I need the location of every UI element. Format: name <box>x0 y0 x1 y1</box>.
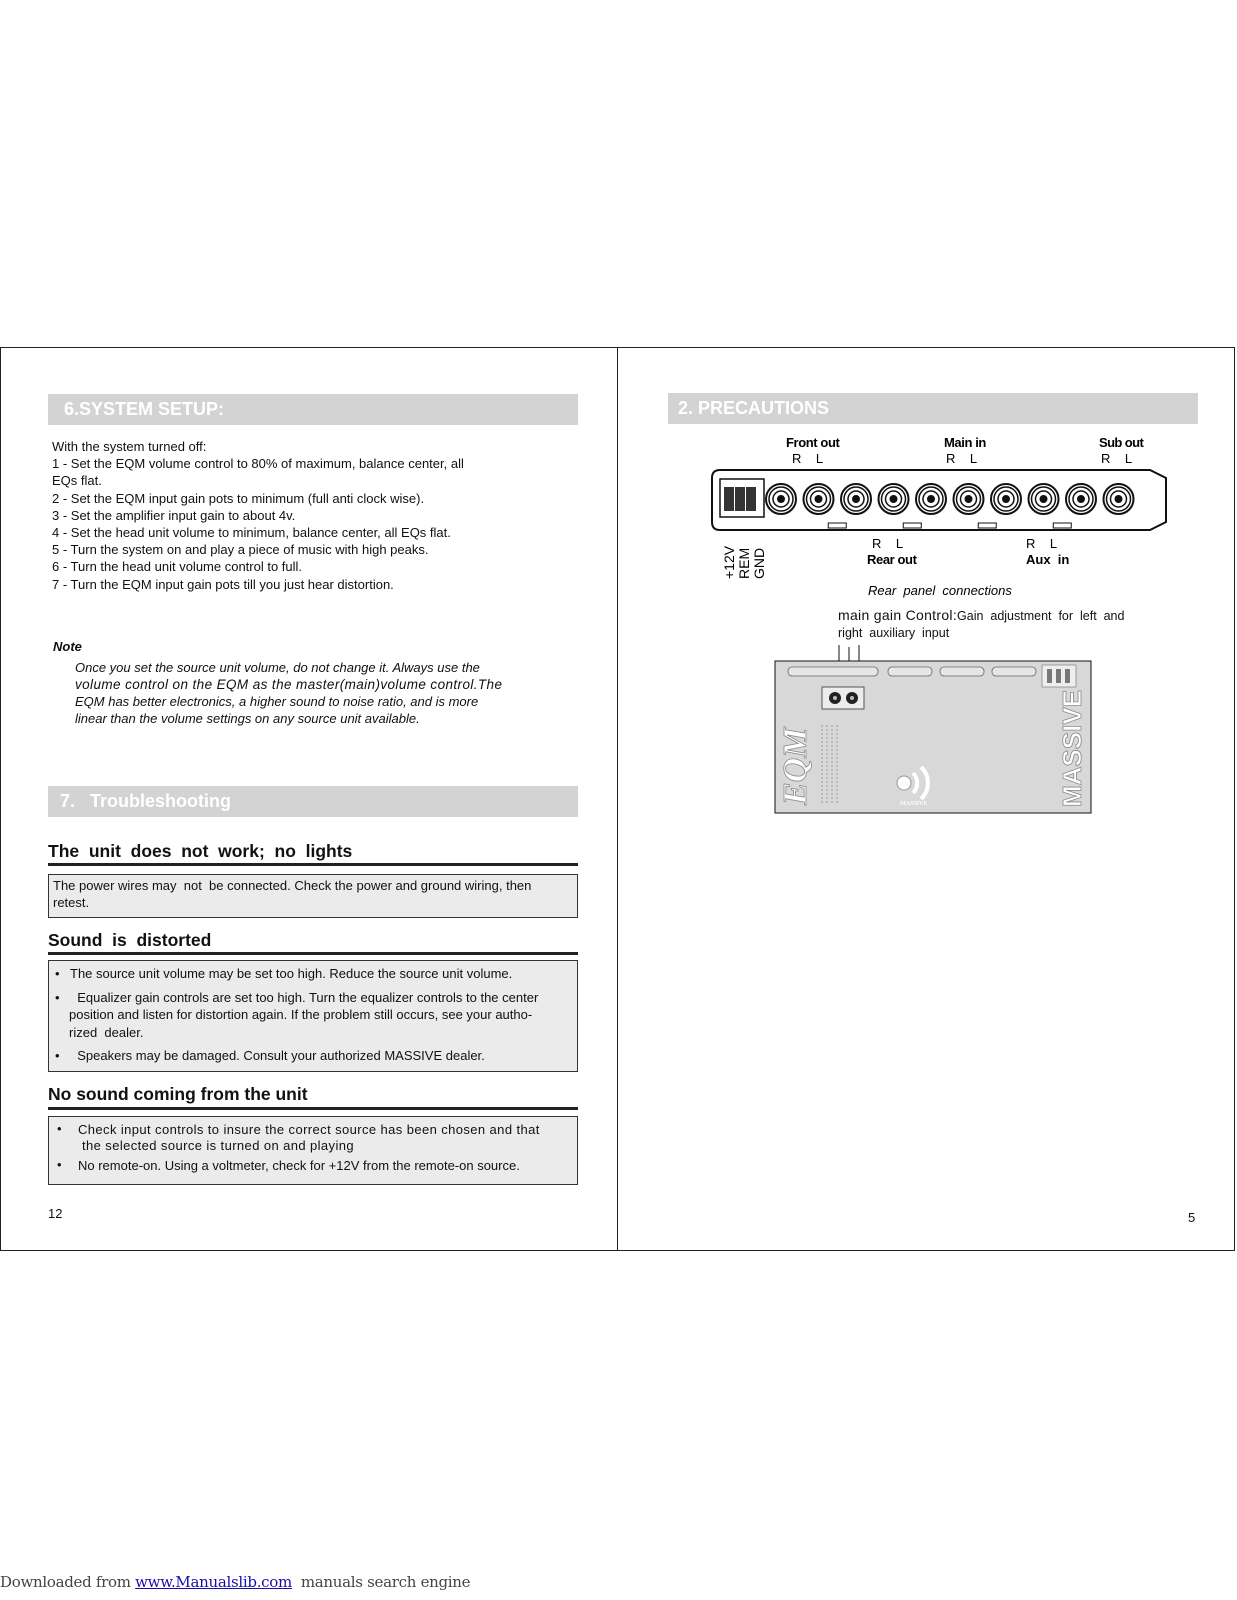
aux-in-label: Aux in <box>1026 552 1070 567</box>
bullet-dot: • <box>55 1048 60 1063</box>
gain-callout <box>838 607 1124 623</box>
rear-out-channels: R L <box>872 536 904 551</box>
footer-suffix: manuals search engine <box>291 1573 471 1591</box>
switch-tab <box>1053 523 1071 528</box>
bullet-text: No remote-on. Using a voltmeter, check for +12V from the remote-on source. <box>78 1158 520 1173</box>
eqm-logo: EQM <box>777 727 814 805</box>
setup-step: 5 - Turn the system on and play a piece of music with high peaks. <box>52 542 429 558</box>
setup-step: 6 - Turn the head unit volume control to full. <box>52 559 303 575</box>
problem-text: The power wires may not be connected. Check the power and ground wiring, then <box>53 878 532 893</box>
power-label-rem: REM <box>736 547 752 579</box>
problem-rule <box>48 863 578 866</box>
setup-step: 7 - Turn the EQM input gain pots till you just hear distortion. <box>52 576 394 592</box>
power-terminal-slot <box>724 487 734 511</box>
slider-strip <box>788 667 878 676</box>
note-title: Note <box>53 639 82 654</box>
setup-intro: With the system turned off: <box>52 439 207 454</box>
bullet-text: Equalizer gain controls are set too high. Turn the equalizer controls to the center <box>70 990 539 1005</box>
front-out-label: Front out <box>786 435 840 450</box>
note-line: EQM has better electronics, a higher sound to noise ratio, and is more <box>75 694 479 709</box>
note-line: volume control on the EQM as the master(main)volume control.The <box>75 677 503 692</box>
switch-tab <box>978 523 996 528</box>
setup-step: 3 - Set the amplifier input gain to about 4v. <box>52 507 296 523</box>
rca-jack-ring <box>890 496 897 503</box>
callout-text-2: right auxiliary input <box>838 626 950 640</box>
main-in-label: Main in <box>944 435 986 450</box>
front-out-channels: R L <box>792 451 824 466</box>
problem-rule <box>48 952 578 955</box>
power-terminal-slot <box>735 487 745 511</box>
manual-spread <box>0 347 1236 1251</box>
problem-heading: No sound coming from the unit <box>48 1084 308 1104</box>
page-number-left: 12 <box>48 1206 63 1221</box>
power-terminal-slot <box>746 487 756 511</box>
setup-step: EQs flat. <box>52 473 102 489</box>
footer-prefix: Downloaded from <box>0 1573 136 1591</box>
note-line: Once you set the source unit volume, do not change it. Always use the <box>75 660 480 675</box>
bullet-text: position and listen for distortion again. If the problem still occurs, see your autho- <box>69 1007 533 1022</box>
slider-strip <box>888 667 932 676</box>
rca-jack-ring <box>1003 496 1010 503</box>
problem-box <box>48 874 578 918</box>
note-body <box>75 659 502 727</box>
problem-text: retest. <box>53 894 90 910</box>
rear-panel-diagram <box>700 429 1180 599</box>
brand-small: MASSIVE <box>900 801 928 807</box>
section-7-number: 7. <box>60 791 76 811</box>
brand-wave-icon <box>897 776 911 790</box>
page-divider <box>617 347 618 1251</box>
callout-label: main gain Control: <box>838 607 958 623</box>
problem-box <box>48 1116 578 1185</box>
bullet-text: The source unit volume may be set too high. Reduce the source unit volume. <box>70 966 513 981</box>
section-6-title: 6.SYSTEM SETUP: <box>64 399 225 419</box>
manualslib-link[interactable]: www.Manualslib.com <box>135 1573 292 1591</box>
main-in-channels: R L <box>946 451 978 466</box>
bullet-dot: • <box>57 1121 62 1136</box>
problem-box <box>48 960 578 1072</box>
slider-strip <box>992 667 1036 676</box>
problem-rule <box>48 1107 578 1110</box>
setup-step: 2 - Set the EQM input gain pots to minimum (full anti clock wise). <box>52 490 425 506</box>
rca-jack-ring <box>965 496 972 503</box>
section-2-title: 2. PRECAUTIONS <box>678 398 830 418</box>
power-label-12v: +12V <box>721 545 737 579</box>
switch-tab <box>828 523 846 528</box>
rear-panel-caption: Rear panel connections <box>868 583 1012 598</box>
section-2-header <box>668 393 1198 424</box>
download-footer <box>0 1573 470 1591</box>
indicator-bar <box>1056 669 1061 683</box>
section-6-header <box>48 394 578 425</box>
power-label-gnd: GND <box>751 547 767 579</box>
bullet-dot: • <box>55 990 60 1005</box>
setup-step: 1 - Set the EQM volume control to 80% of maximum, balance center, all <box>52 456 464 472</box>
rca-jack-ring <box>928 496 935 503</box>
setup-steps <box>52 438 464 593</box>
indicator-bar <box>1065 669 1070 683</box>
sub-out-channels: R L <box>1101 451 1133 466</box>
setup-step: 4 - Set the head unit volume to minimum, balance center, all EQs flat. <box>52 525 451 541</box>
rca-jack-ring <box>1115 496 1122 503</box>
rca-jack-ring <box>778 496 785 503</box>
rca-jack-ring <box>1078 496 1085 503</box>
bullet-dot: • <box>55 966 60 981</box>
bullet-text: Check input controls to insure the correct source has been chosen and that <box>78 1122 540 1137</box>
massive-logo: MASSIVE <box>1057 689 1087 807</box>
bullet-text: the selected source is turned on and playing <box>78 1138 355 1153</box>
bullet-text: Speakers may be damaged. Consult your authorized MASSIVE dealer. <box>70 1048 485 1063</box>
front-panel-diagram <box>770 645 1095 825</box>
rca-jack-ring <box>853 496 860 503</box>
problem-heading: Sound is distorted <box>48 930 212 950</box>
switch-tab <box>903 523 921 528</box>
bullet-dot: • <box>57 1157 62 1172</box>
rca-jack-ring <box>1040 496 1047 503</box>
note-line: linear than the volume settings on any source unit available. <box>75 711 420 726</box>
page-number-right: 5 <box>1188 1210 1196 1225</box>
rca-jack-ring <box>815 496 822 503</box>
indicator-bar <box>1047 669 1052 683</box>
rear-out-label: Rear out <box>867 552 917 567</box>
callout-text: Gain adjustment for left and <box>957 609 1125 623</box>
aux-in-channels: R L <box>1026 536 1058 551</box>
bullet-text: rized dealer. <box>69 1025 144 1040</box>
slider-strip <box>940 667 984 676</box>
section-7-title: Troubleshooting <box>90 791 232 811</box>
section-7-header <box>48 786 578 817</box>
sub-out-label: Sub out <box>1099 435 1144 450</box>
problem-heading: The unit does not work; no lights <box>48 841 353 861</box>
